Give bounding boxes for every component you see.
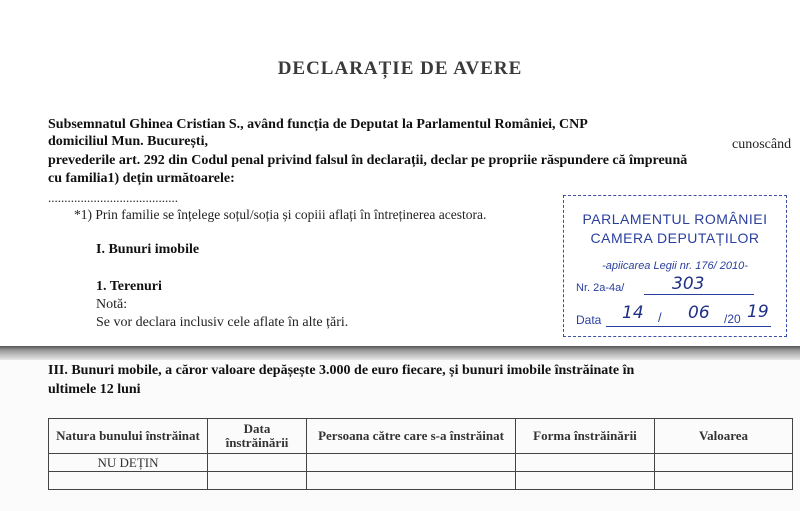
stamp-nr-value: 303 [672,274,705,294]
table-row [49,454,793,472]
table-cell [516,454,655,472]
intro-line-2-right: cunoscând [732,137,792,152]
table-cell [208,472,307,490]
stamp-date-underline [606,326,771,327]
footnote: *1) Prin familie se înțelege soțul/soția și copiii aflați în întreținerea acestora. [74,207,487,222]
table-cell: NU DEȚIN [49,454,208,472]
registration-stamp [563,195,787,337]
intro-line-4: cu familia1) dețin următoarele: [48,171,235,186]
alienated-assets-table [48,418,793,490]
table-cell [208,454,307,472]
section-3-heading-line-2: ultimele 12 luni [48,382,141,397]
section-1-subheading: 1. Terenuri [96,279,162,294]
document-title: DECLARAȚIE DE AVERE [277,58,523,79]
table-cell [655,454,793,472]
intro-line-3: prevederile art. 292 din Codul penal privind falsul în declarații, declar pe propriie răspundere că împreună [48,153,688,168]
intro-line-1: Subsemnatul Ghinea Cristian S., având funcția de Deputat la Parlamentul României, CNP [48,117,588,132]
table-row [49,472,793,490]
stamp-year-prefix: /20 [724,312,741,326]
table-cell [307,472,516,490]
col-header-date: Data înstrăinării [208,419,307,454]
col-header-form: Forma înstrăinării [516,419,655,454]
intro-dots: ........................................ [48,190,178,205]
stamp-month: 06 [688,303,710,323]
table-cell [655,472,793,490]
stamp-line-3: -apiicarea Legii nr. 176/ 2010- [602,260,748,272]
page-tear-divider [0,346,800,360]
section-1-heading: I. Bunuri imobile [96,242,200,257]
stamp-year: 19 [747,302,769,322]
table-header-row [49,419,793,454]
section-3-heading-line-1: III. Bunuri mobile, a căror valoare depășește 3.000 de euro fiecare, și bunuri imobile înstrăinate în [48,363,635,378]
stamp-date-separator: / [658,310,662,325]
stamp-data-label: Data [576,313,602,327]
col-header-value: Valoarea [655,419,793,454]
stamp-nr-underline [644,294,754,295]
table-cell [49,472,208,490]
stamp-line-2: CAMERA DEPUTAȚILOR [590,230,760,246]
col-header-nature: Natura bunului înstrăinat [49,419,208,454]
table-cell [516,472,655,490]
stamp-line-1: PARLAMENTUL ROMÂNIEI [582,211,768,227]
note-label: Notă: [96,297,128,312]
stamp-nr-label: Nr. 2a-4a/ [576,282,625,294]
col-header-person: Persoana către care s-a înstrăinat [307,419,516,454]
note-text: Se vor declara inclusiv cele aflate în alte țări. [96,315,349,330]
stamp-day: 14 [622,303,644,323]
intro-line-2: domiciliul Mun. București, [48,134,208,149]
table-cell [307,454,516,472]
